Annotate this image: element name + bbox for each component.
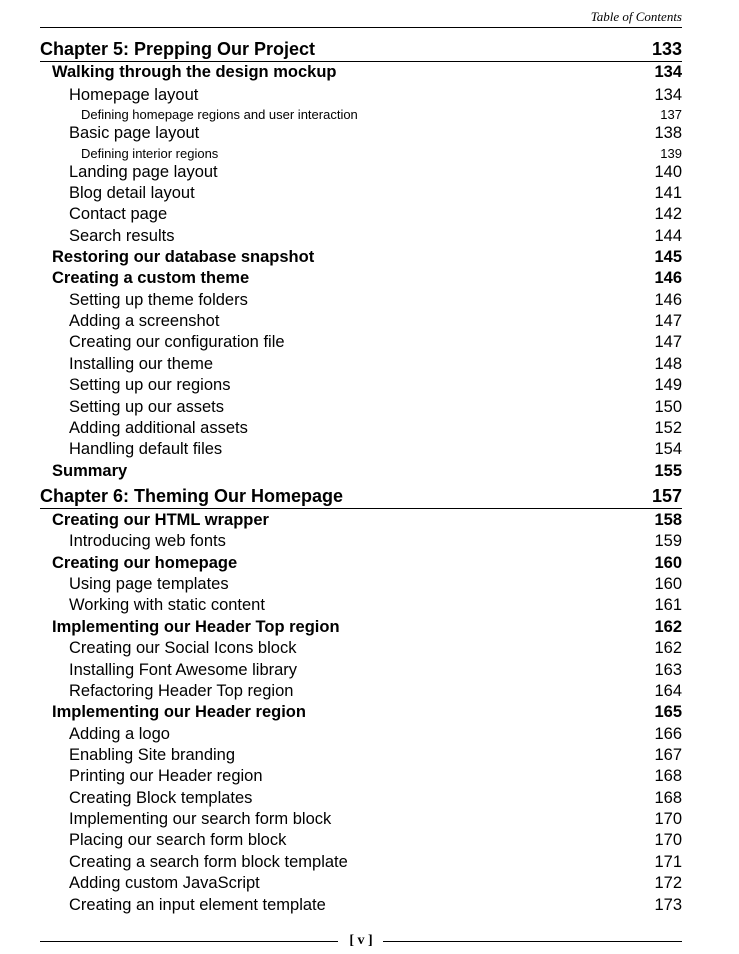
toc-entry[interactable]: [0, 462, 739, 484]
toc-entry[interactable]: [0, 63, 739, 85]
toc-entry[interactable]: [0, 184, 739, 206]
toc-entry-page: 166: [654, 725, 682, 743]
toc-entry-title: Implementing our Header region: [52, 703, 306, 721]
toc-entry-title: Search results: [69, 227, 175, 245]
toc-entry[interactable]: [0, 532, 739, 554]
toc-entry-title: Summary: [52, 462, 128, 480]
toc-entry-title: Enabling Site branding: [69, 746, 236, 764]
toc-entry-page: 160: [654, 554, 682, 572]
toc-entry-page: 144: [654, 227, 682, 245]
toc-entry-page: 168: [654, 767, 682, 785]
toc-entry[interactable]: [0, 789, 739, 811]
toc-chapter-entry[interactable]: [0, 39, 739, 61]
toc-entry[interactable]: [0, 596, 739, 618]
toc-entry[interactable]: [0, 682, 739, 704]
toc-entry[interactable]: [0, 312, 739, 334]
toc-entry-title: Adding additional assets: [69, 419, 248, 437]
toc-entry[interactable]: [0, 355, 739, 377]
toc-entry-page: 150: [654, 398, 682, 416]
toc-entry-title: Contact page: [69, 205, 168, 223]
toc-entry-title: Setting up theme folders: [69, 291, 248, 309]
toc-entry-title: Chapter 6: Theming Our Homepage: [40, 486, 344, 506]
toc-entry-title: Refactoring Header Top region: [69, 682, 294, 700]
toc-entry[interactable]: [0, 831, 739, 853]
toc-entry[interactable]: [0, 810, 739, 832]
toc-entry-title: Walking through the design mockup: [52, 63, 337, 81]
toc-entry-page: 157: [651, 486, 682, 506]
toc-entry-title: Creating our Social Icons block: [69, 639, 297, 657]
toc-entry-page: 139: [660, 146, 682, 161]
toc-entry-title: Creating a search form block template: [69, 853, 348, 871]
toc-entry-title: Placing our search form block: [69, 831, 287, 849]
toc-entry-title: Introducing web fonts: [69, 532, 226, 550]
toc-entry-title: Creating an input element template: [69, 896, 326, 914]
toc-entry[interactable]: [0, 746, 739, 768]
toc-entry-page: 140: [654, 163, 682, 181]
toc-entry-page: 164: [654, 682, 682, 700]
toc-entry-title: Creating our homepage: [52, 554, 238, 572]
toc-entry-title: Printing our Header region: [69, 767, 263, 785]
toc-entry-page: 167: [654, 746, 682, 764]
toc-entry-page: 155: [654, 462, 682, 480]
toc-entry-page: 152: [654, 419, 682, 437]
toc-entry[interactable]: [0, 703, 739, 725]
toc-entry-page: 162: [654, 618, 682, 636]
toc-entry[interactable]: [0, 853, 739, 875]
toc-entry-page: 134: [654, 63, 682, 81]
toc-chapter-entry[interactable]: [0, 486, 739, 508]
toc-entry-title: Basic page layout: [69, 124, 200, 142]
page-number: [ v ]: [349, 933, 373, 948]
toc-entry[interactable]: [0, 291, 739, 313]
toc-entry[interactable]: [0, 896, 739, 918]
toc-entry[interactable]: [0, 124, 739, 146]
toc-entry-title: Working with static content: [69, 596, 265, 614]
toc-entry-page: 149: [654, 376, 682, 394]
toc-entry-page: 165: [654, 703, 682, 721]
toc-entry-title: Using page templates: [69, 575, 229, 593]
toc-entry-title: Adding a screenshot: [69, 312, 220, 330]
toc-entry-page: 159: [654, 532, 682, 550]
toc-entry[interactable]: [0, 874, 739, 896]
toc-entry-page: 171: [654, 853, 682, 871]
toc-entry[interactable]: [0, 618, 739, 640]
toc-entry-page: 148: [654, 355, 682, 373]
toc-entry-page: 160: [654, 575, 682, 593]
toc-entry-title: Handling default files: [69, 440, 223, 458]
toc-entry[interactable]: [0, 376, 739, 398]
toc-entry[interactable]: [0, 767, 739, 789]
toc-entry[interactable]: [0, 248, 739, 270]
toc-entry-page: 168: [654, 789, 682, 807]
toc-entry[interactable]: [0, 661, 739, 683]
toc-entry[interactable]: [0, 227, 739, 249]
toc-entry-title: Blog detail layout: [69, 184, 195, 202]
header-rule: [40, 27, 682, 28]
toc-entry-page: 158: [654, 511, 682, 529]
toc-entry[interactable]: [0, 511, 739, 533]
toc-entry-page: 133: [651, 39, 682, 59]
toc-entry-page: 170: [654, 810, 682, 828]
toc-entry-page: 147: [654, 333, 682, 351]
toc-entry[interactable]: [0, 205, 739, 227]
footer-rule-right: [383, 941, 682, 942]
toc-entry-page: 142: [654, 205, 682, 223]
toc-entry-title: Creating our HTML wrapper: [52, 511, 269, 529]
toc-entry-page: 138: [654, 124, 682, 142]
toc-entry-title: Setting up our regions: [69, 376, 231, 394]
toc-entry-page: 161: [654, 596, 682, 614]
toc-entry-page: 172: [654, 874, 682, 892]
toc-entry-page: 146: [654, 291, 682, 309]
toc-entry-title: Creating a custom theme: [52, 269, 250, 287]
toc-entry-title: Implementing our search form block: [69, 810, 332, 828]
toc-entry-page: 137: [660, 107, 682, 122]
toc-entry-page: 147: [654, 312, 682, 330]
toc-entry-title: Homepage layout: [69, 86, 199, 104]
toc-entry-title: Implementing our Header Top region: [52, 618, 340, 636]
toc-entry[interactable]: [0, 725, 739, 747]
toc-entry-title: Adding a logo: [69, 725, 170, 743]
footer-rule-left: [40, 941, 338, 942]
running-head: Table of Contents: [590, 9, 682, 24]
toc-entry-title: Creating our configuration file: [69, 333, 285, 351]
toc-entry-title: Landing page layout: [69, 163, 218, 181]
toc-entry[interactable]: [0, 398, 739, 420]
toc-entry[interactable]: [0, 333, 739, 355]
toc-entry-page: 163: [654, 661, 682, 679]
toc-entry-title: Adding custom JavaScript: [69, 874, 260, 892]
toc-entry-title: Chapter 5: Prepping Our Project: [40, 39, 316, 59]
toc-entry[interactable]: [0, 440, 739, 462]
toc-entry-page: 145: [654, 248, 682, 266]
toc-entry-page: 141: [654, 184, 682, 202]
toc-entry[interactable]: [0, 554, 739, 576]
toc-entry[interactable]: [0, 575, 739, 597]
toc-entry-page: 134: [654, 86, 682, 104]
toc-entry-page: 173: [654, 896, 682, 914]
toc-entry-title: Setting up our assets: [69, 398, 225, 416]
toc-entry-title: Creating Block templates: [69, 789, 253, 807]
toc-entry[interactable]: [0, 639, 739, 661]
toc-entry-title: Restoring our database snapshot: [52, 248, 315, 266]
toc-entry-page: 146: [654, 269, 682, 287]
toc-entry[interactable]: [0, 269, 739, 291]
toc-entry[interactable]: [0, 163, 739, 185]
toc-entry-title: Installing our theme: [69, 355, 213, 373]
chapter-rule: [40, 61, 682, 62]
toc-entry-page: 170: [654, 831, 682, 849]
chapter-rule: [40, 508, 682, 509]
toc-entry-page: 162: [654, 639, 682, 657]
toc-entry-page: 154: [654, 440, 682, 458]
toc-entry[interactable]: [0, 419, 739, 441]
toc-entry-title: Installing Font Awesome library: [69, 661, 298, 679]
toc-entry-title: Defining homepage regions and user interaction: [81, 107, 358, 122]
toc-entry-title: Defining interior regions: [81, 146, 219, 161]
